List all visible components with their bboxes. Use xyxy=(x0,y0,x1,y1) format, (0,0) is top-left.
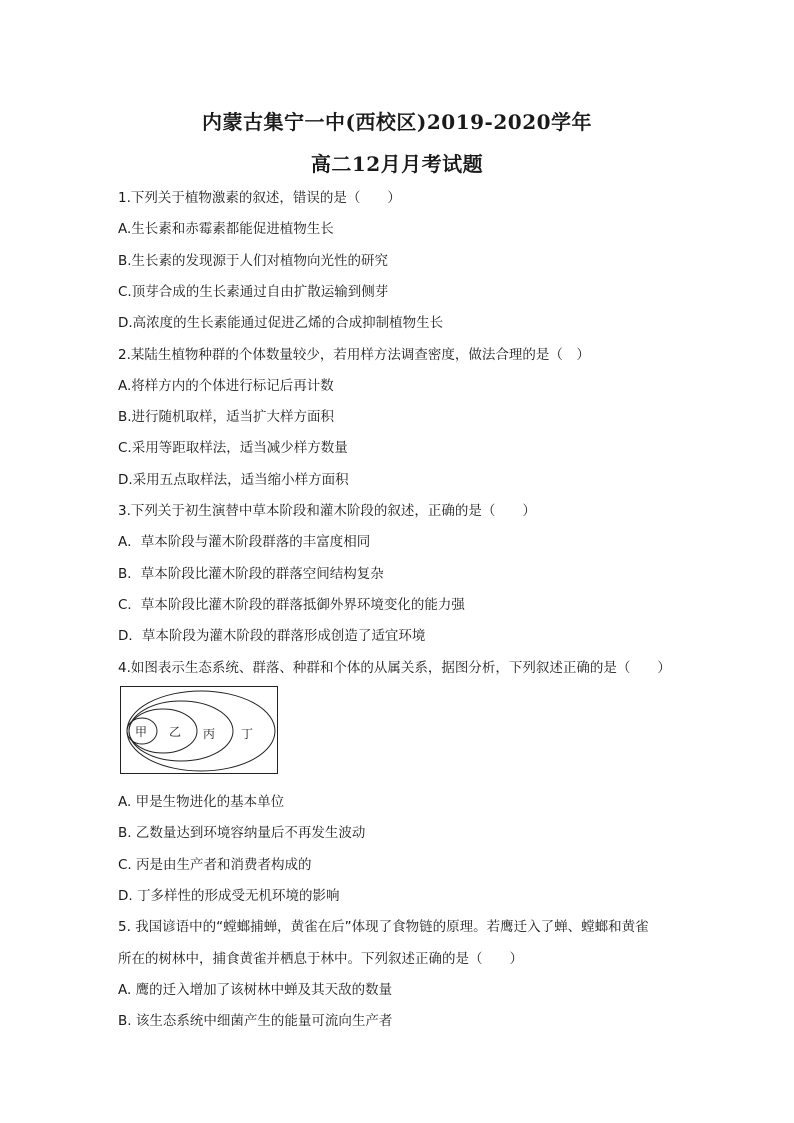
nested-ellipse-diagram xyxy=(120,686,278,774)
diagram-svg xyxy=(121,687,279,775)
label-bing: 丙 xyxy=(203,727,216,741)
text-line: A. 甲是生物进化的基本单位 xyxy=(118,794,285,810)
label-jia: 甲 xyxy=(135,725,148,739)
text-line: C.顶芽合成的生长素通过自由扩散运输到侧芽 xyxy=(118,283,389,300)
label-ding: 丁 xyxy=(241,727,254,741)
text-line: 2.某陆生植物种群的个体数量较少，若用样方法调查密度，做法合理的是（ ） xyxy=(118,346,590,363)
text-line: B. 该生态系统中细菌产生的能量可流向生产者 xyxy=(118,1013,393,1030)
text-line: A.生长素和赤霉素都能促进植物生长 xyxy=(118,221,334,238)
text-line: 5. 我国谚语中的“螳螂捕蝉，黄雀在后”体现了食物链的原理。若鹰迁入了蝉、螳螂和黄雀 xyxy=(118,919,649,936)
text-line: D.采用五点取样法，适当缩小样方面积 xyxy=(118,471,349,488)
text-line: A.将样方内的个体进行标记后再计数 xyxy=(118,377,334,394)
text-line: C.采用等距取样法，适当减少样方数量 xyxy=(118,440,348,457)
label-yi: 乙 xyxy=(169,725,182,739)
text-line: 3.下列关于初生演替中草本阶段和灌木阶段的叙述，正确的是（ ） xyxy=(118,503,536,519)
text-line: C. 丙是由生产者和消费者构成的 xyxy=(118,856,312,873)
text-line: B．草本阶段比灌木阶段的群落空间结构复杂 xyxy=(118,565,384,582)
exam-title-line1: 内蒙古集宁一中(西校区)2019-2020学年 xyxy=(201,110,593,134)
text-line: B.生长素的发现源于人们对植物向光性的研究 xyxy=(118,252,389,269)
text-line: D.高浓度的生长素能通过促进乙烯的合成抑制植物生长 xyxy=(118,315,444,332)
text-line: B.进行随机取样，适当扩大样方面积 xyxy=(118,409,335,426)
exam-title-line2: 高二12月月考试题 xyxy=(310,152,484,176)
text-line: D．草本阶段为灌木阶段的群落形成创造了适宜环境 xyxy=(118,628,426,645)
text-line: B. 乙数量达到环境容纳量后不再发生波动 xyxy=(118,825,366,842)
text-line: 4.如图表示生态系统、群落、种群和个体的从属关系，据图分析，下列叙述正确的是（ ） xyxy=(118,659,671,676)
text-line: 所在的树林中，捕食黄雀并栖息于林中。下列叙述正确的是（ ） xyxy=(118,950,523,967)
text-line: 1.下列关于植物激素的叙述，错误的是（ ） xyxy=(118,190,401,206)
text-line: C．草本阶段比灌木阶段的群落抵御外界环境变化的能力强 xyxy=(118,596,465,613)
text-line: D. 丁多样性的形成受无机环境的影响 xyxy=(118,887,340,904)
text-line: A．草本阶段与灌木阶段群落的丰富度相同 xyxy=(118,534,371,551)
text-line: A. 鹰的迁入增加了该树林中蝉及其天敌的数量 xyxy=(118,981,393,998)
